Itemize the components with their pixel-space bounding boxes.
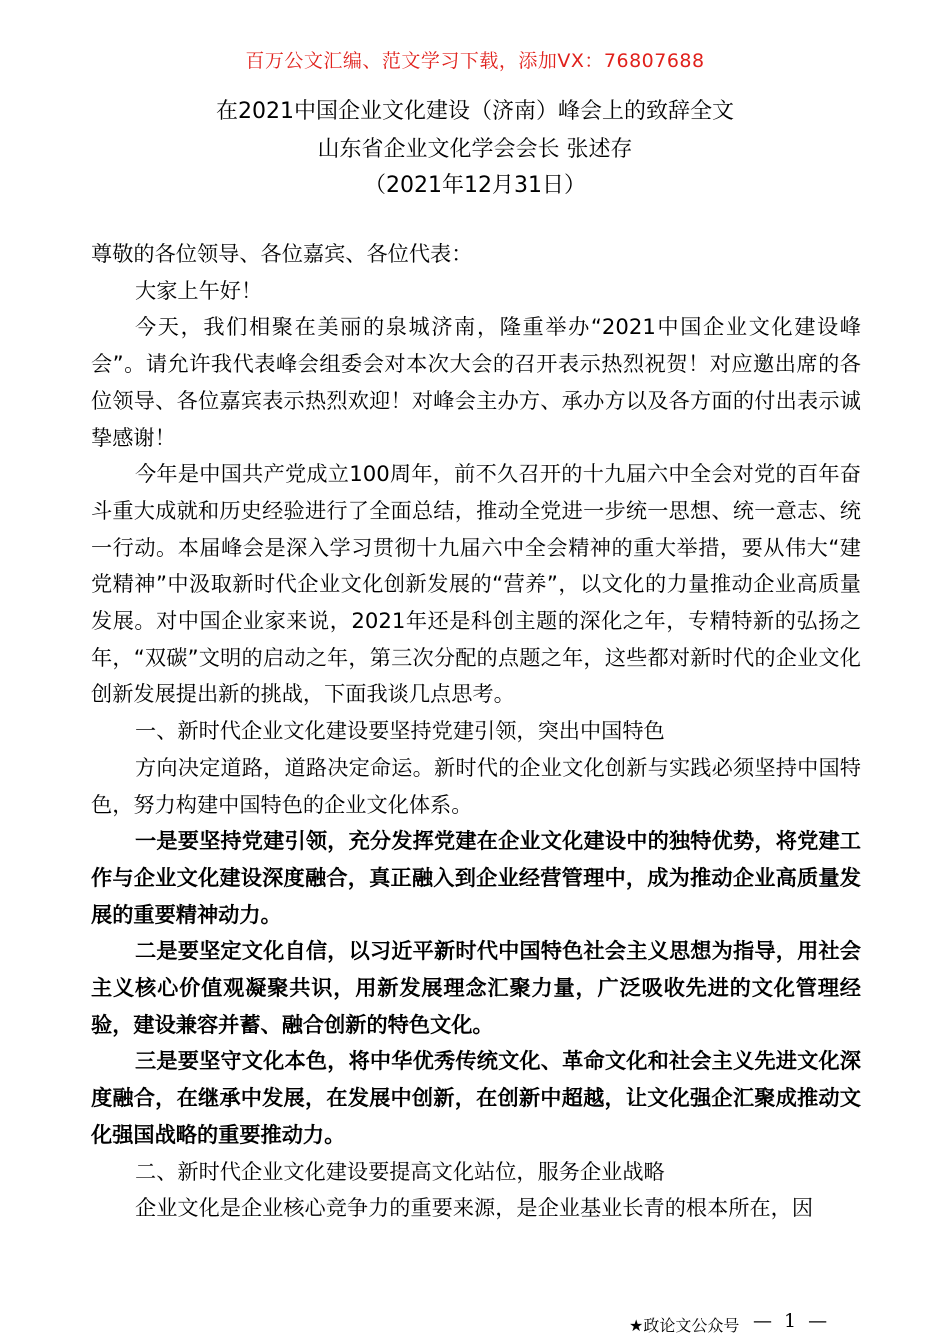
document-body	[91, 236, 861, 1227]
greeting-paragraph: 大家上午好！	[135, 277, 263, 303]
body-paragraph: 今天，我们相聚在美丽的泉城济南，隆重举办“2021中国企业文化建设峰会”。请允许我代表峰会组委会对本次大会的召开表示热烈祝贺！对应邀出席的各位领导、各位嘉宾表示热烈欢迎！对峰会主办方、承办方以及各方面的付出表示诚挚感谢！	[91, 314, 861, 450]
bold-paragraph: 二是要坚定文化自信，以习近平新时代中国特色社会主义思想为指导，用社会主义核心价值观凝聚共识，用新发展理念汇聚力量，广泛吸收先进的文化管理经验，建设兼容并蓄、融合创新的特色文化。	[91, 938, 861, 1037]
date-line: （2021年12月31日）	[364, 173, 586, 198]
body-paragraph: 今年是中国共产党成立100周年，前不久召开的十九届六中全会对党的百年奋斗重大成就和历史经验进行了全面总结，推动全党进一步统一思想、统一意志、统一行动。本届峰会是深入学习贯彻十九届六中全会精神的重大举措，要从伟大“建党精神”中汲取新时代企业文化创新发展的“营养”，以文化的力量推动企业高质量发展。对中国企业家来说，2021年还是科创主题的深化之年，专精特新的弘扬之年，“双碳”文明的启动之年，第三次分配的点题之年，这些都对新时代的企业文化创新发展提出新的挑战，下面我谈几点思考。	[91, 461, 861, 707]
page-number: — 1 —	[753, 1310, 831, 1332]
body-paragraph: 方向决定道路，道路决定命运。新时代的企业文化创新与实践必须坚持中国特色，努力构建中国特色的企业文化体系。	[91, 754, 861, 817]
salutation: 尊敬的各位领导、各位嘉宾、各位代表：	[91, 241, 473, 266]
footer-source: ★政论文公众号	[629, 1316, 740, 1335]
promo-banner: 百万公文汇编、范文学习下载，添加VX：76807688	[245, 50, 705, 72]
bold-paragraph: 一是要坚持党建引领，充分发挥党建在企业文化建设中的独特优势，将党建工作与企业文化建设深度融合，真正融入到企业经营管理中，成为推动企业高质量发展的重要精神动力。	[91, 828, 861, 927]
body-paragraph: 企业文化是企业核心竞争力的重要来源，是企业基业长青的根本所在，因	[135, 1195, 814, 1221]
author-line: 山东省企业文化学会会长 张述存	[317, 137, 633, 162]
section-heading-1: 一、新时代企业文化建设要坚持党建引领，突出中国特色	[135, 718, 665, 744]
section-heading-2: 二、新时代企业文化建设要提高文化站位，服务企业战略	[135, 1158, 665, 1184]
bold-paragraph: 三是要坚守文化本色，将中华优秀传统文化、革命文化和社会主义先进文化深度融合，在继承中发展，在发展中创新，在创新中超越，让文化强企汇聚成推动文化强国战略的重要推动力。	[91, 1048, 861, 1147]
page-footer	[0, 1310, 950, 1340]
document-title: 在2021中国企业文化建设（济南）峰会上的致辞全文	[216, 99, 734, 124]
